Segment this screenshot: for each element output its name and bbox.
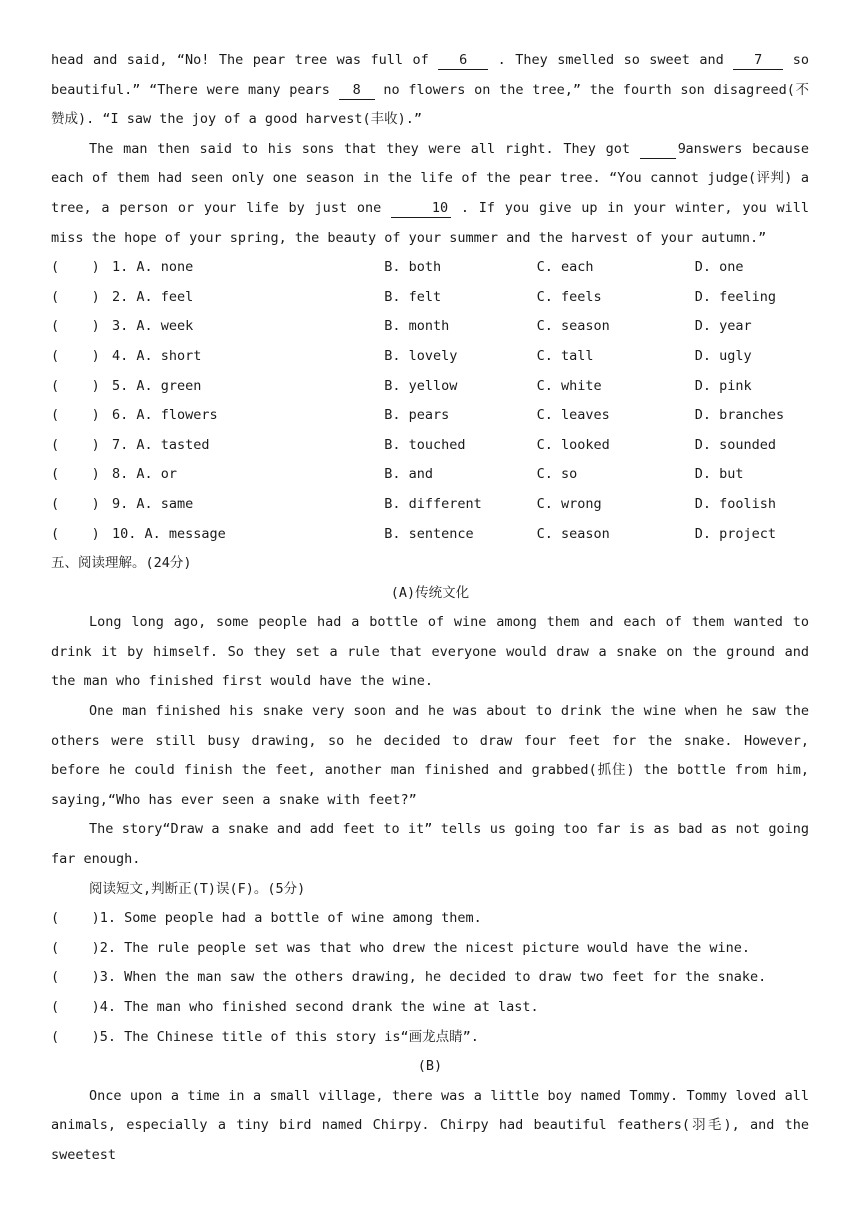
tf-item[interactable]: ( )4. The man who finished second drank the wine at last. — [51, 999, 539, 1015]
worksheet-page — [51, 46, 809, 1171]
answer-paren[interactable]: ( ) — [51, 259, 100, 276]
passage-text: . They smelled so sweet and — [497, 52, 724, 68]
option-d: D. but — [694, 466, 744, 483]
option-d: D. branches — [694, 407, 785, 424]
blank-8: 8 — [339, 82, 375, 100]
answer-paren[interactable]: ( ) — [51, 347, 100, 364]
option-row — [51, 431, 809, 461]
tf-item[interactable]: ( )2. The rule people set was that who drew the nicest picture would have the wine. — [51, 939, 750, 956]
option-d: D. year — [694, 318, 752, 335]
answer-paren[interactable]: ( ) — [51, 288, 100, 305]
option-row — [51, 520, 809, 550]
option-c: C. so — [536, 466, 578, 483]
passage-text: so beautiful.” “There were many pears — [51, 52, 809, 98]
option-b: B. month — [384, 318, 450, 335]
blank-7: 7 — [733, 52, 783, 70]
part-a-paragraph-3: The story“Draw a snake and add feet to it” tells us going too far is as bad as not going far enough. — [51, 821, 809, 868]
passage-paragraph-1 — [51, 46, 809, 135]
tf-item[interactable]: ( )1. Some people had a bottle of wine among them. — [51, 910, 482, 927]
option-row — [51, 460, 809, 490]
option-a: 1. A. none — [111, 259, 194, 276]
option-d: D. sounded — [694, 436, 776, 453]
option-c: C. looked — [536, 436, 610, 453]
answer-paren[interactable]: ( ) — [51, 407, 100, 424]
part-b-paragraph-1: Once upon a time in a small village, there was a little boy named Tommy. Tommy loved all animals, especially a tiny bird named Chirpy. Chirpy had beautiful feathers(羽毛), and the sweetest — [51, 1087, 809, 1163]
answer-paren[interactable]: ( ) — [51, 377, 100, 394]
option-c: C. white — [536, 377, 602, 394]
option-c: C. season — [536, 318, 610, 335]
option-b: B. both — [384, 259, 442, 276]
option-row — [51, 312, 809, 342]
option-d: D. pink — [694, 377, 752, 394]
answer-paren[interactable]: ( ) — [51, 466, 100, 483]
option-d: D. one — [694, 259, 744, 276]
option-b: B. pears — [384, 407, 450, 424]
option-row — [51, 401, 809, 431]
option-b: B. and — [384, 466, 434, 483]
blank-6: 6 — [438, 52, 488, 70]
answer-paren[interactable]: ( ) — [51, 525, 100, 542]
passage-text: no flowers on the tree,” the fourth son disagreed(不赞成). “I saw the joy of a good harvest(丰收).” — [51, 81, 809, 128]
option-c: C. each — [536, 259, 594, 276]
blank-9: 9 — [640, 141, 676, 159]
option-a: 4. A. short — [111, 347, 202, 364]
option-b: B. felt — [384, 288, 442, 305]
option-row — [51, 283, 809, 313]
option-a: 2. A. feel — [111, 288, 194, 305]
part-b-heading: (B) — [417, 1058, 443, 1075]
option-d: D. feeling — [694, 288, 776, 305]
option-a: 6. A. flowers — [111, 407, 218, 424]
tf-item[interactable]: ( )5. The Chinese title of this story is“画龙点睛”. — [51, 1028, 479, 1045]
option-b: B. touched — [384, 436, 466, 453]
answer-paren[interactable]: ( ) — [51, 318, 100, 335]
option-c: C. leaves — [536, 407, 610, 424]
option-d: D. foolish — [694, 495, 776, 512]
tf-item[interactable]: ( )3. When the man saw the others drawing, he decided to draw two feet for the snake. — [51, 969, 767, 986]
option-c: C. season — [536, 525, 610, 542]
passage-text: answers because each of them had seen only one season in the life of the pear tree. “You cannot judge(评判) a tree, a person or your life by just one — [51, 140, 809, 216]
passage-text: The man then said to his sons that they were all right. They got — [89, 140, 630, 157]
option-row — [51, 490, 809, 520]
part-a-heading: (A)传统文化 — [390, 584, 470, 601]
option-a: 7. A. tasted — [111, 436, 210, 453]
option-a: 10. A. message — [111, 525, 226, 542]
option-b: B. different — [384, 495, 482, 512]
options-list — [51, 253, 809, 549]
option-b: B. lovely — [384, 347, 458, 364]
option-b: B. sentence — [384, 525, 474, 542]
option-d: D. project — [694, 525, 776, 542]
answer-paren[interactable]: ( ) — [51, 436, 100, 453]
passage-text: . If you give up in your winter, you will miss the hope of your spring, the beauty of your summer and the harvest of your autumn.” — [51, 199, 809, 246]
passage-text: head and said, “No! The pear tree was full of — [51, 52, 429, 68]
passage-paragraph-2 — [51, 135, 809, 253]
true-false-list — [51, 904, 809, 1052]
part-a-paragraph-1: Long long ago, some people had a bottle of wine among them and each of them wanted to drink it by himself. So they set a rule that everyone would draw a snake on the ground and the man who finished first would have the wine. — [51, 614, 809, 690]
option-row — [51, 372, 809, 402]
option-a: 3. A. week — [111, 318, 194, 335]
option-a: 8. A. or — [111, 466, 177, 483]
option-row — [51, 342, 809, 372]
option-row — [51, 253, 809, 283]
part-a-instruction: 阅读短文,判断正(T)误(F)。(5分) — [89, 880, 306, 897]
answer-paren[interactable]: ( ) — [51, 495, 100, 512]
option-c: C. wrong — [536, 495, 602, 512]
part-a-paragraph-2: One man finished his snake very soon and he was about to drink the wine when he saw the others were still busy drawing, so he decided to draw four feet for the snake. However, before he could finish the feet, another man finished and grabbed(抓住) the bottle from him, saying,“Who has ever seen a snake with feet?” — [51, 703, 809, 808]
option-c: C. tall — [536, 347, 594, 364]
option-a: 5. A. green — [111, 377, 202, 394]
blank-10: 10 — [391, 200, 451, 218]
option-d: D. ugly — [694, 347, 752, 364]
option-c: C. feels — [536, 288, 602, 305]
option-a: 9. A. same — [111, 495, 194, 512]
option-b: B. yellow — [384, 377, 458, 394]
section-title: 五、阅读理解。(24分) — [51, 555, 192, 572]
